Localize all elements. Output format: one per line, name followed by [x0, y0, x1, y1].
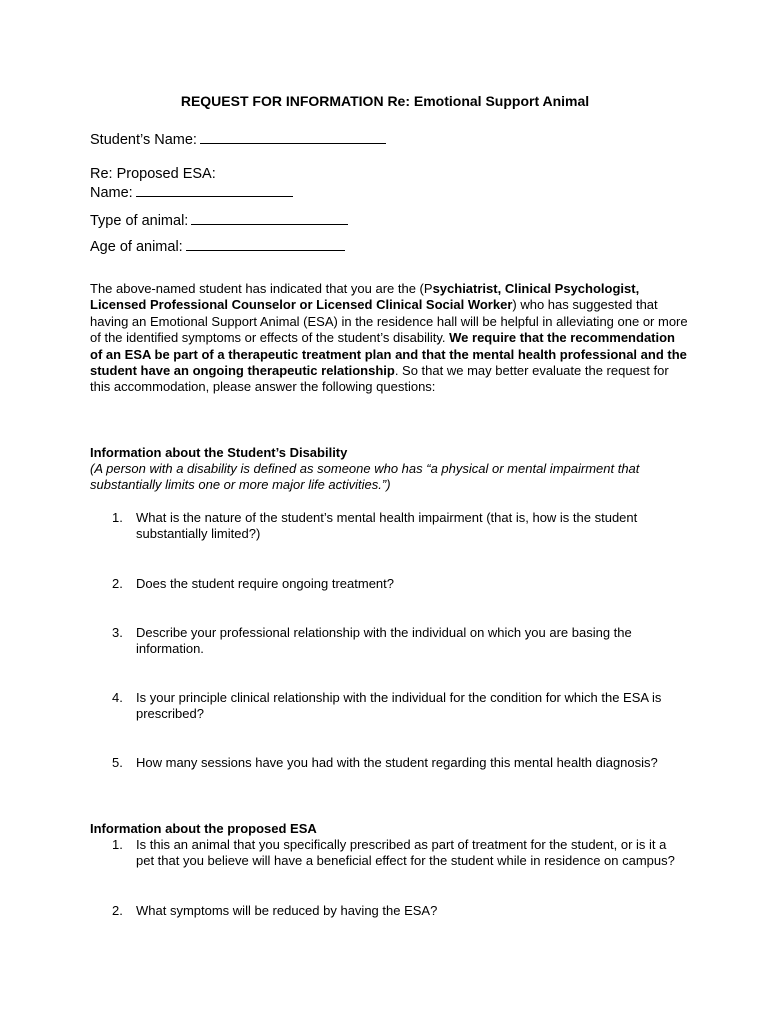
- intro-bold-roles: sychiatrist, Clinical Psychologist, Licensed Professional Counselor or Licensed Clinical Social Worker: [90, 281, 640, 313]
- esa-name-blank[interactable]: [136, 182, 293, 197]
- student-name-label: Student’s Name:: [90, 132, 197, 148]
- type-of-animal-label: Type of animal:: [90, 213, 189, 229]
- type-of-animal-field: [90, 210, 348, 230]
- question-text: Describe your professional relationship with the individual on which you are basing the information.: [136, 625, 632, 657]
- question-text: What symptoms will be reduced by having the ESA?: [136, 903, 438, 918]
- age-of-animal-field: [90, 236, 345, 256]
- question-number: 1.: [112, 510, 123, 525]
- question-text: Does the student require ongoing treatment?: [136, 576, 395, 591]
- intro-text-2: ) who has suggested that having an Emotional Support Animal (ESA) in the residence hall will be helpful in alleviating one or more of the identified symptoms or effects of the student’s disability.: [90, 297, 688, 346]
- proposed-esa-label: Re: Proposed ESA:: [90, 166, 216, 182]
- document-title: REQUEST FOR INFORMATION Re: Emotional Support Animal: [180, 93, 590, 109]
- section-disability-heading: Information about the Student’s Disability: [90, 445, 348, 460]
- age-of-animal-blank[interactable]: [186, 236, 345, 251]
- section-esa-heading: Information about the proposed ESA: [90, 821, 317, 836]
- disability-question-3: [112, 625, 687, 658]
- disability-question-5: [112, 755, 687, 771]
- disability-definition-note: (A person with a disability is defined as someone who has “a physical or mental impairment that substantially limits one or more major life activities.”): [90, 461, 640, 493]
- question-number: 1.: [112, 837, 123, 852]
- esa-name-field: [90, 182, 293, 202]
- question-number: 3.: [112, 625, 123, 640]
- question-number: 2.: [112, 576, 123, 591]
- student-name-blank[interactable]: [200, 129, 386, 144]
- esa-question-2: [112, 903, 687, 919]
- disability-question-4: [112, 690, 687, 723]
- question-number: 4.: [112, 690, 123, 705]
- age-of-animal-label: Age of animal:: [90, 239, 183, 255]
- disability-question-2: [112, 576, 687, 592]
- intro-text-1: The above-named student has indicated that you are the (P: [90, 281, 433, 296]
- question-text: Is your principle clinical relationship with the individual for the condition for which the ESA is prescribed?: [136, 690, 662, 722]
- disability-question-1: [112, 510, 687, 543]
- esa-name-label: Name:: [90, 185, 133, 201]
- intro-bold-requirement: We require that the recommendation of an ESA be part of a therapeutic treatment plan and that the mental health professional and the student have an ongoing therapeutic relationship: [90, 330, 687, 379]
- esa-question-1: [112, 837, 687, 870]
- question-text: Is this an animal that you specifically prescribed as part of treatment for the student, or is it a pet that you believe will have a beneficial effect for the student while in residence on campus?: [136, 837, 675, 869]
- intro-text-3: . So that we may better evaluate the request for this accommodation, please answer the following questions:: [90, 363, 669, 395]
- question-number: 2.: [112, 903, 123, 918]
- student-name-field: [90, 129, 386, 149]
- intro-paragraph: [90, 281, 690, 396]
- type-of-animal-blank[interactable]: [191, 210, 348, 225]
- question-text: How many sessions have you had with the student regarding this mental health diagnosis?: [136, 755, 658, 770]
- question-number: 5.: [112, 755, 123, 770]
- question-text: What is the nature of the student’s mental health impairment (that is, how is the student substantially limited?): [136, 510, 638, 542]
